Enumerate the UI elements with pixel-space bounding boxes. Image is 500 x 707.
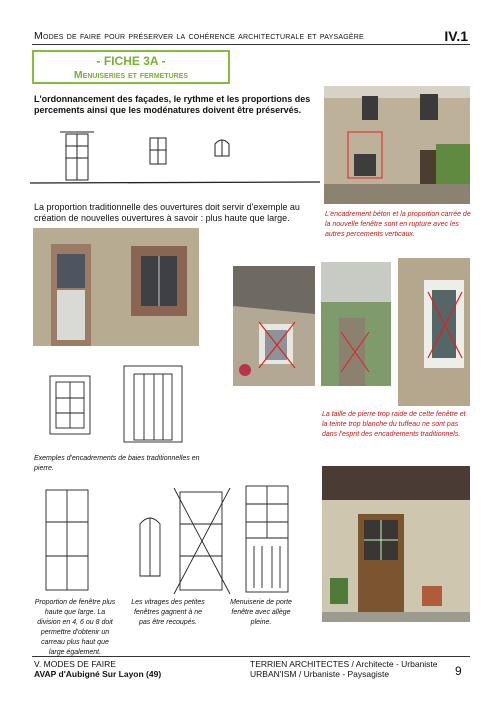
footer-section: V. MODES DE FAIRE xyxy=(34,659,116,669)
ivy-building-photo xyxy=(321,262,391,386)
footer-document: AVAP d'Aubigné Sur Layon (49) xyxy=(34,669,162,679)
intro-text: L'ordonnancement des façades, le rythme et les proportions des percements ainsi que les modénatures doivent être préservés. xyxy=(34,94,311,115)
facade-photo xyxy=(324,86,470,204)
fiche-title-box xyxy=(32,50,230,84)
caption-stone-size: La taille de pierre trop raide de cette fenêtre et la teinte trop blanche du tuffeau ne sont pas dans l'esprit des encadrements traditionnels. xyxy=(322,411,466,438)
section-number: IV.1 xyxy=(444,28,468,44)
caption-examples: Exemples d'encadrements de baies traditionnelles en pierre. xyxy=(34,455,200,472)
stone-frame-sketches xyxy=(36,358,206,448)
header-divider xyxy=(32,44,470,45)
window-proportion-sketches xyxy=(34,484,324,596)
caption-small-windows: Les vitrages des petites fenêtres gagnent à ne pas être recoupés. xyxy=(131,599,205,626)
page-number: 9 xyxy=(455,664,462,678)
square-window-photo xyxy=(233,266,315,386)
footer-divider xyxy=(32,656,470,657)
stone-windows-photo xyxy=(33,228,199,346)
footer-urbanist: URBAN'ISM / Urbaniste - Paysagiste xyxy=(250,669,390,679)
fiche-subtitle: Menuiseries et fermetures xyxy=(73,69,189,81)
caption-door-window: Menuiserie de porte fenêtre avec allège pleine. xyxy=(230,599,292,626)
caption-proportion: Proportion de fenêtre plus haute que large. La division en 4, 6 ou 8 doit permettre d'obtenir un carreau plus haut que large également. xyxy=(34,599,116,656)
proportion-text: La proportion traditionnelle des ouvertures doit servir d'exemple au création de nouvelles ouvertures à savoir : plus haute que large. xyxy=(34,202,300,223)
fiche-title: - FICHE 3A - xyxy=(96,54,166,68)
wooden-door-photo xyxy=(322,466,470,622)
caption-concrete-frame: L'encadrement béton et la proportion carrée de la nouvelle fenêtre sont en rupture avec les autres percements verticaux. xyxy=(325,211,471,238)
footer-architect: TERRIEN ARCHITECTES / Architecte - Urbaniste xyxy=(250,659,438,669)
header-title: Modes de faire pour préserver la cohérence architecturale et paysagère xyxy=(34,30,364,42)
white-frame-photo xyxy=(398,258,470,406)
facade-sketch xyxy=(30,128,320,190)
